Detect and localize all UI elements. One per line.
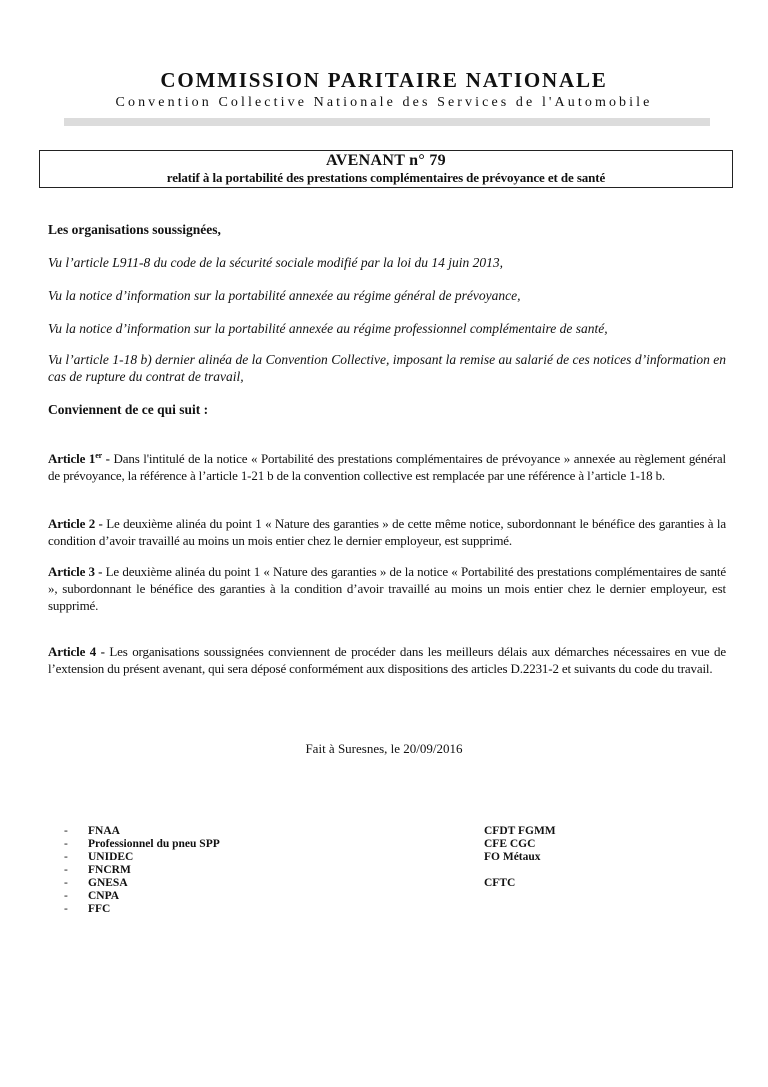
commission-title: COMMISSION PARITAIRE NATIONALE bbox=[160, 68, 608, 92]
article-4-label: Article 4 - bbox=[48, 644, 105, 659]
signatory-item: FO Métaux bbox=[484, 851, 541, 863]
article-1 bbox=[48, 450, 726, 484]
article-2-text: Le deuxième alinéa du point 1 « Nature des garanties » de cette même notice, subordonnant le bénéfice des garanties à la condition d’avoir travaillé au moins un mois entier chez le dernier employeur, est supprimé. bbox=[48, 516, 726, 548]
signatory-item: CFE CGC bbox=[484, 838, 536, 850]
article-1-label: Article 1er - bbox=[48, 451, 110, 466]
convention-subtitle: Convention Collective Nationale des Services de l'Automobile bbox=[115, 95, 653, 110]
preamble-vu-4: Vu l’article 1-18 b) dernier alinéa de la Convention Collective, imposant la remise au salarié de ces notices d’information en cas de rupture du contrat de travail, bbox=[48, 352, 726, 384]
article-4-text: Les organisations soussignées conviennent de procéder dans les meilleurs délais aux démarches nécessaires en vue de l’extension du présent avenant, qui sera déposé conformément aux dispositions des articles D.2231-2 et suivants du code du travail. bbox=[48, 644, 727, 676]
article-4 bbox=[48, 643, 726, 677]
document-page: COMMISSION PARITAIRE NATIONALE Convention Collective Nationale des Services de l'Automobile AVENANT n° 79 relatif à la portabilité des prestations complémentaires de prévoyance et de santé Les organisations soussignées, Vu l’article L911-8 du code de la sécurité sociale modifié par la loi du 14 juin 2013, Vu la notice d’information sur la portabilité annexée au régime général de prévoyance, Vu la notice d’information sur la portabilité annexée au régime professionnel complémentaire de santé, Vu l’article 1-18 b) dernier alinéa de la Convention Collective, imposant la remise au salarié de ces notices d’information en cas de rupture du contrat de travail, Conviennent de ce qui suit : Article 1er - Dans l'intitulé de la notice « Portabilité des prestations complémentaires de prévoyance » annexée au règlement général de prévoyance, la référence à l’article 1-21 b de la convention collective est remplacée par une référence à l’article 1-18 b. Article 2 - Le deuxième alinéa du point 1 « Nature des garanties » de cette même notice, subordonnant le bénéfice des garanties à la condition d’avoir travaillé au moins un mois entier chez le dernier employeur, est supprimé. Article 3 - Le deuxième alinéa du point 1 « Nature des garanties » de la notice « Portabilité des prestations complémentaires de santé », subordonnant le bénéfice des garanties à la condition d’avoir travaillé au moins un mois entier chez le dernier employeur, est supprimé. Article 4 - Les organisations soussignées conviennent de procéder dans les meilleurs délais aux démarches nécessaires en vue de l’extension du présent avenant, qui sera déposé conformément aux dispositions des articles D.2231-2 et suivants du code du travail. Fait à Suresnes, le 20/09/2016 - FNAA - Professionnel du pneu SPP - UNIDEC - FNCRM - GNESA - CNPA - FFC CFDT FGMM CFE CGC FO Métaux CFTC bbox=[0, 0, 768, 1087]
avenant-subtitle: relatif à la portabilité des prestations complémentaires de prévoyance et de santé bbox=[166, 170, 606, 185]
article-3-text: Le deuxième alinéa du point 1 « Nature des garanties » de la notice « Portabilité des prestations complémentaires de santé », subordonnant le bénéfice des garanties à la condition d’avoir travaillé au moins un mois entier chez le dernier employeur, est supprimé. bbox=[48, 564, 726, 613]
avenant-title: AVENANT n° 79 bbox=[326, 152, 446, 169]
article-1-text: Dans l'intitulé de la notice « Portabilité des prestations complémentaires de prévoyance » annexée au règlement général de prévoyance, la référence à l’article 1-21 b de la convention collective est remplacée par une référence à l’article 1-18 b. bbox=[48, 451, 727, 483]
signatory-item: CFTC bbox=[484, 877, 516, 889]
article-3 bbox=[48, 563, 726, 614]
preamble-vu-3: Vu la notice d’information sur la portabilité annexée au régime professionnel complémentaire de santé, bbox=[48, 321, 608, 336]
preamble-intro: Les organisations soussignées, bbox=[48, 222, 221, 237]
header-divider bbox=[64, 118, 710, 126]
signatories-right-list bbox=[484, 825, 556, 890]
article-2 bbox=[48, 515, 726, 549]
avenant-box bbox=[39, 150, 733, 188]
signatory-item-empty bbox=[484, 864, 556, 877]
article-3-label: Article 3 - bbox=[48, 564, 103, 579]
signatory-item: CFDT FGMM bbox=[484, 825, 556, 837]
preamble-vu-2: Vu la notice d’information sur la portabilité annexée au régime général de prévoyance, bbox=[48, 288, 521, 303]
conviennent-heading: Conviennent de ce qui suit : bbox=[48, 402, 209, 417]
signature-place-date: Fait à Suresnes, le 20/09/2016 bbox=[305, 741, 463, 756]
preamble-vu-1: Vu l’article L911-8 du code de la sécurité sociale modifié par la loi du 14 juin 2013, bbox=[48, 255, 504, 270]
article-2-label: Article 2 - bbox=[48, 516, 103, 531]
